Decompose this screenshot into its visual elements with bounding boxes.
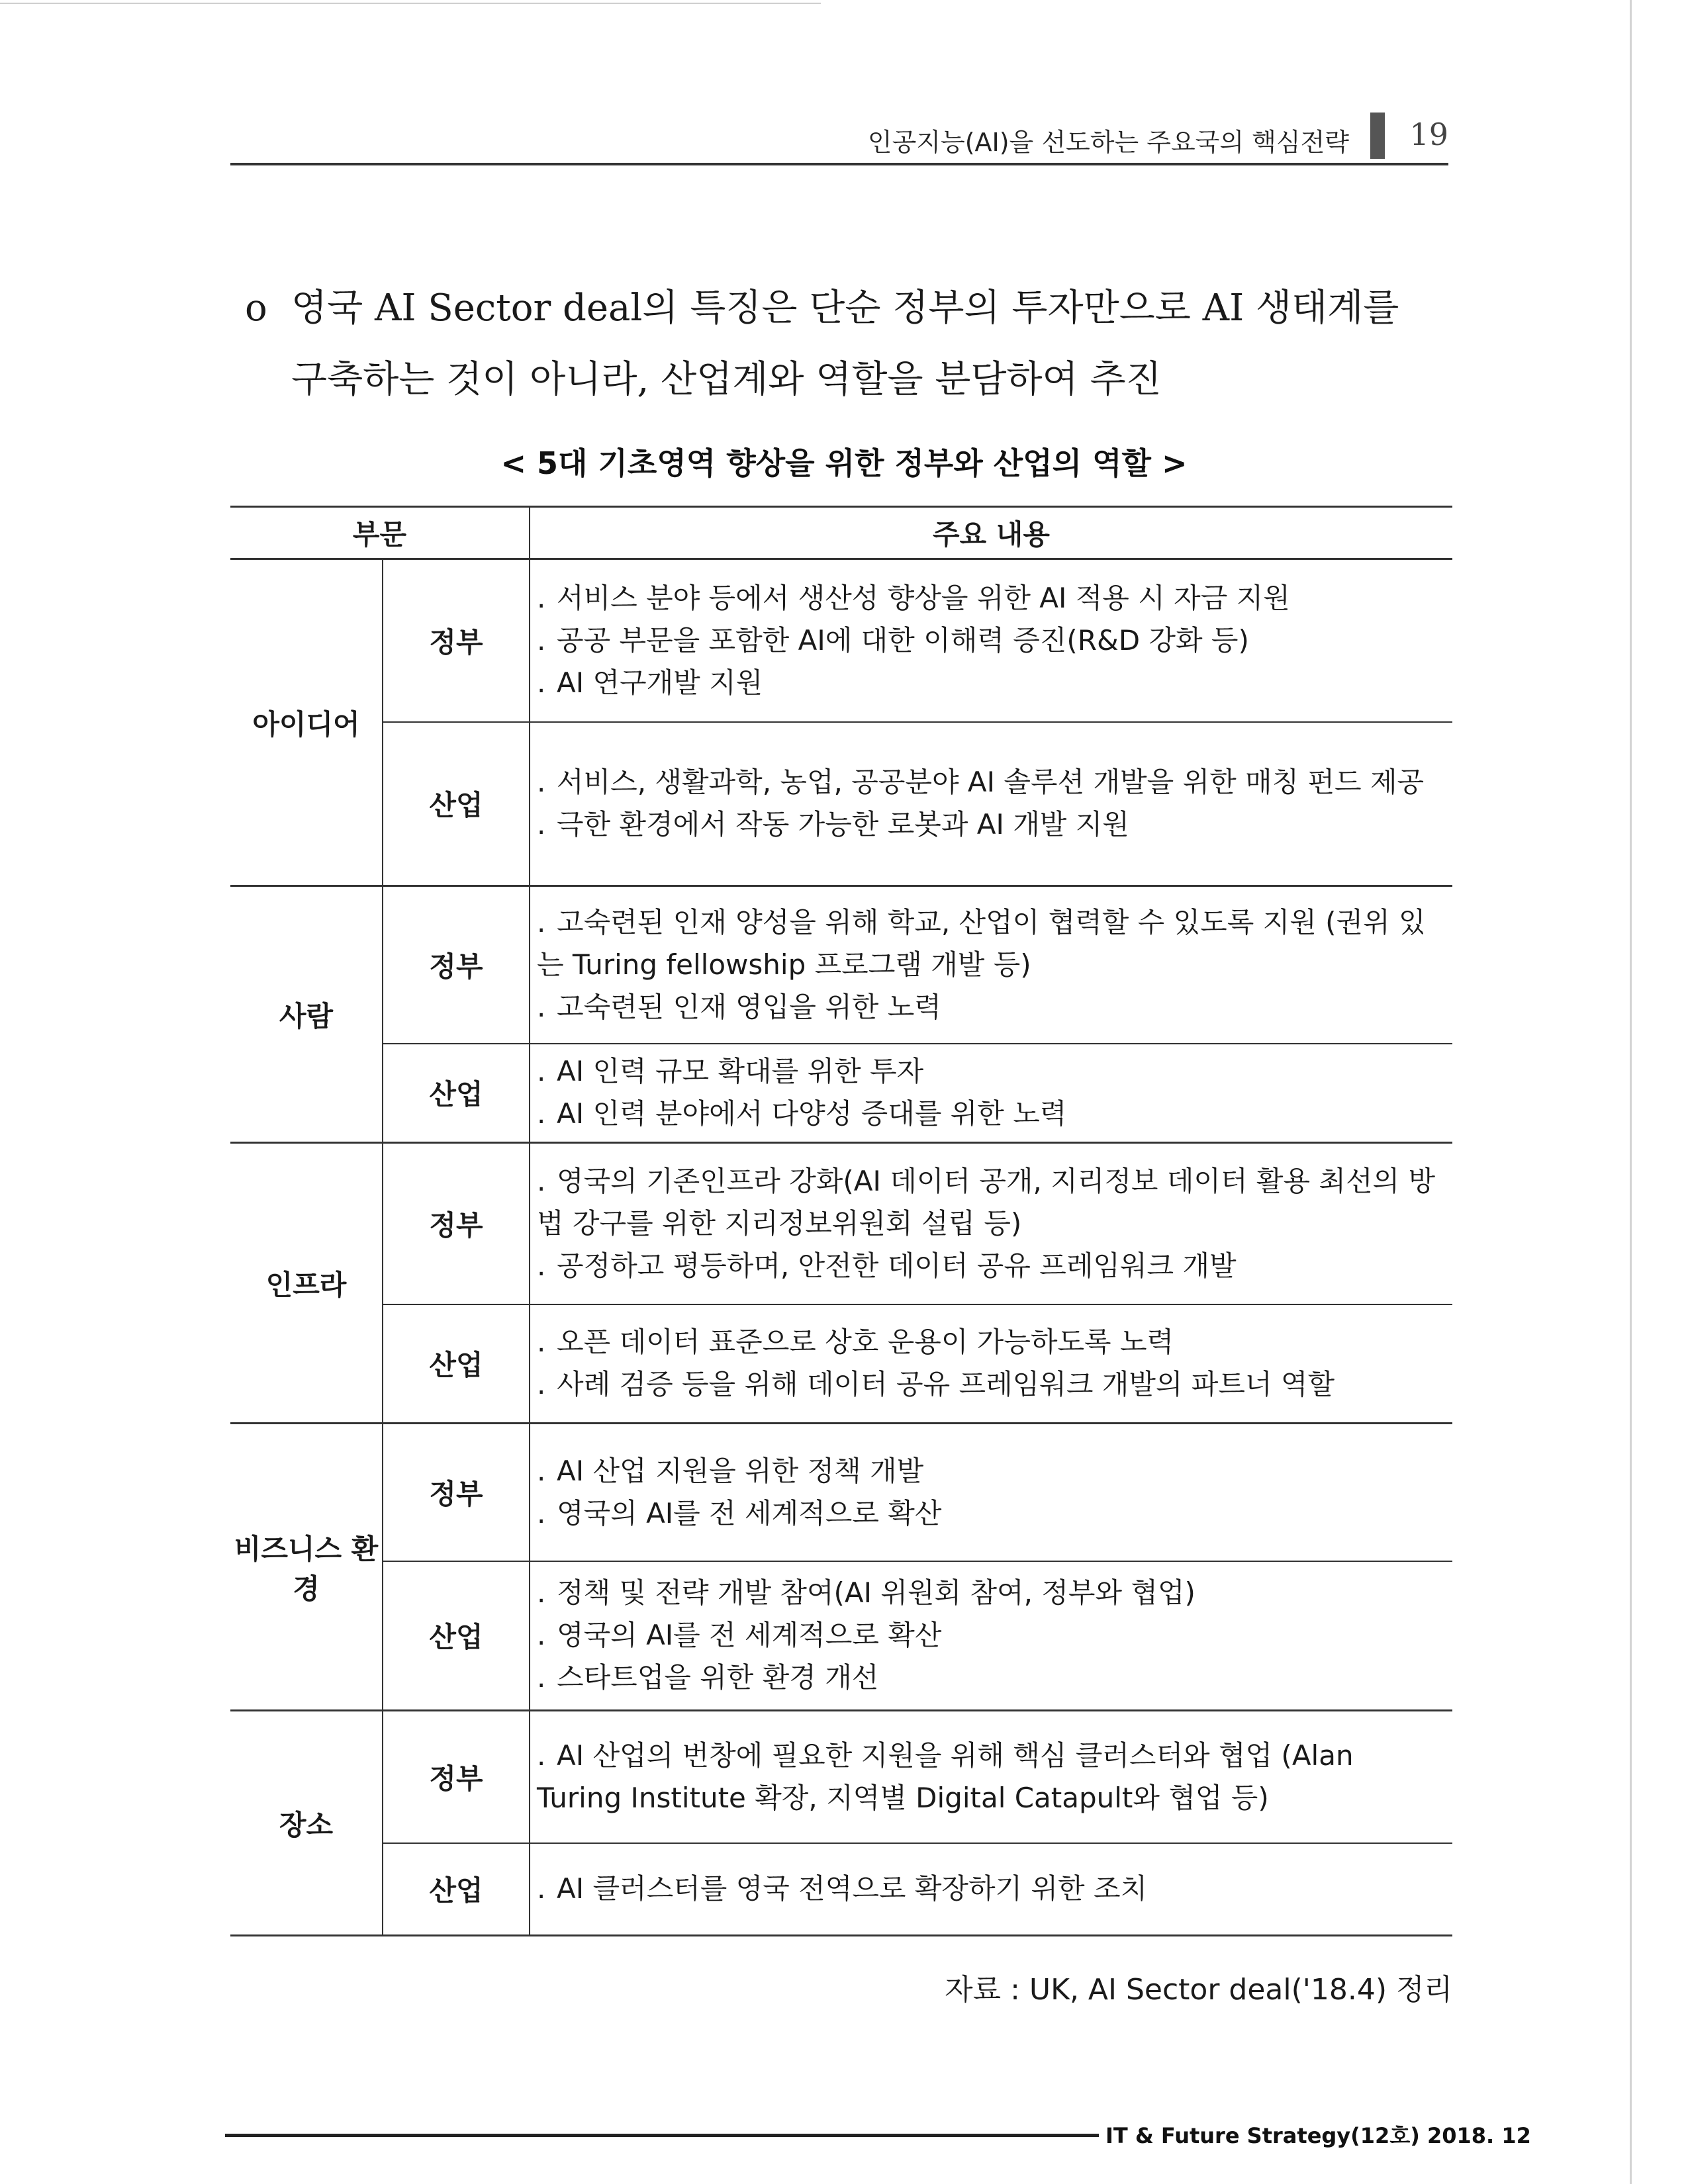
- content-cell: [530, 886, 1452, 1044]
- actor-cell: 정부: [383, 559, 530, 722]
- content-text: 고숙련된 인재 양성을 위해 학교, 산업이 협력할 수 있도록 지원 (권위 있는 Turing fellowship 프로그램 개발 등): [537, 905, 1426, 981]
- content-line: [537, 1321, 1438, 1363]
- list-dot: .: [537, 766, 546, 799]
- content-text: 서비스 분야 등에서 생산성 향상을 위한 AI 적용 시 자금 지원: [557, 581, 1290, 614]
- content-line: [537, 1492, 1438, 1535]
- category-cell: 아이디어: [230, 559, 383, 886]
- actor-cell: 정부: [383, 1143, 530, 1304]
- content-cell: [530, 1424, 1452, 1561]
- actor-cell: 산업: [383, 1304, 530, 1424]
- content-text: AI 산업 지원을 위한 정책 개발: [557, 1454, 924, 1487]
- content-text: AI 인력 분야에서 다양성 증대를 위한 노력: [557, 1097, 1067, 1130]
- roles-table: [230, 506, 1452, 1936]
- header-content: 주요 내용: [530, 507, 1452, 559]
- source-note: 자료 : UK, AI Sector deal('18.4) 정리: [945, 1973, 1452, 2007]
- actor-cell: 정부: [383, 1424, 530, 1561]
- page-number: 19: [1409, 116, 1448, 152]
- content-text: 공공 부문을 포함한 AI에 대한 이해력 증진(R&D 강화 등): [557, 623, 1249, 657]
- content-text: 영국의 AI를 전 세계적으로 확산: [557, 1619, 942, 1652]
- content-text: 사례 검증 등을 위해 데이터 공유 프레임워크 개발의 파트너 역할: [557, 1368, 1335, 1401]
- content-line: [537, 1657, 1438, 1699]
- list-dot: .: [537, 666, 546, 699]
- table-header-row: [230, 507, 1452, 559]
- content-cell: [530, 1561, 1452, 1711]
- table-row: [230, 1424, 1452, 1561]
- content-line: [537, 577, 1438, 619]
- content-text: 영국의 기존인프라 강화(AI 데이터 공개, 지리정보 데이터 활용 최선의 방법 강구를 위한 지리정보위원회 설립 등): [537, 1164, 1436, 1240]
- content-cell: [530, 559, 1452, 722]
- intro-paragraph: [245, 273, 1456, 416]
- header-marker-bar: [1370, 113, 1385, 159]
- table-row: [230, 1044, 1452, 1143]
- list-dot: .: [537, 581, 546, 614]
- footer-rule: [225, 2134, 1099, 2137]
- content-text: 오픈 데이터 표준으로 상호 운용이 가능하도록 노력: [557, 1326, 1174, 1359]
- content-text: 공정하고 평등하며, 안전한 데이터 공유 프레임워크 개발: [557, 1249, 1237, 1282]
- list-dot: .: [537, 1872, 546, 1905]
- list-dot: .: [537, 1619, 546, 1652]
- actor-cell: 정부: [383, 886, 530, 1044]
- category-cell: 장소: [230, 1711, 383, 1936]
- list-dot: .: [537, 1739, 546, 1772]
- header-rule: [230, 163, 1448, 165]
- content-line: [537, 986, 1438, 1028]
- list-dot: .: [537, 1055, 546, 1088]
- actor-cell: 산업: [383, 1044, 530, 1143]
- content-cell: [530, 1711, 1452, 1843]
- content-text: 서비스, 생활과학, 농업, 공공분야 AI 솔루션 개발을 위한 매칭 펀드 제공: [557, 766, 1425, 799]
- list-dot: .: [537, 1454, 546, 1487]
- header-category: 부문: [230, 507, 530, 559]
- content-text: 스타트업을 위한 환경 개선: [557, 1661, 879, 1694]
- content-line: [537, 1050, 1438, 1093]
- content-cell: [530, 1843, 1452, 1936]
- content-line: [537, 901, 1438, 986]
- list-dot: .: [537, 808, 546, 841]
- list-dot: .: [537, 1164, 546, 1197]
- content-cell: [530, 722, 1452, 886]
- content-cell: [530, 1304, 1452, 1424]
- content-line: [537, 1614, 1438, 1657]
- list-dot: .: [537, 1368, 546, 1401]
- category-cell: 인프라: [230, 1143, 383, 1424]
- table-caption: < 5대 기초영역 향상을 위한 정부와 산업의 역할 >: [500, 445, 1188, 481]
- list-dot: .: [537, 623, 546, 657]
- actor-cell: 정부: [383, 1711, 530, 1843]
- list-dot: .: [537, 1097, 546, 1130]
- table-row: [230, 886, 1452, 1044]
- scan-edge-right: [1630, 0, 1632, 2184]
- content-line: [537, 1245, 1438, 1287]
- list-dot: .: [537, 1576, 546, 1610]
- content-text: AI 클러스터를 영국 전역으로 확장하기 위한 조치: [557, 1872, 1148, 1905]
- content-line: [537, 1093, 1438, 1135]
- content-text: 정책 및 전략 개발 참여(AI 위원회 참여, 정부와 협업): [557, 1576, 1196, 1610]
- table-row: [230, 1843, 1452, 1936]
- running-header-title: 인공지능(AI)을 선도하는 주요국의 핵심전략: [867, 128, 1349, 157]
- running-header: [232, 113, 1450, 165]
- content-line: [537, 761, 1438, 803]
- table-row: [230, 1304, 1452, 1424]
- table-row: [230, 1711, 1452, 1843]
- table-row: [230, 559, 1452, 722]
- list-dot: .: [537, 905, 546, 938]
- content-line: [537, 1160, 1438, 1245]
- intro-line-2: 구축하는 것이 아니라, 산업계와 역할을 분담하여 추진: [291, 358, 1162, 401]
- intro-bullet: o: [245, 287, 267, 330]
- list-dot: .: [537, 1326, 546, 1359]
- content-text: AI 연구개발 지원: [557, 666, 763, 699]
- content-text: 극한 환경에서 작동 가능한 로봇과 AI 개발 지원: [557, 808, 1129, 841]
- content-text: 고숙련된 인재 영입을 위한 노력: [557, 990, 941, 1023]
- content-cell: [530, 1044, 1452, 1143]
- content-line: [537, 803, 1438, 846]
- actor-cell: 산업: [383, 1843, 530, 1936]
- list-dot: .: [537, 1496, 546, 1529]
- list-dot: .: [537, 1661, 546, 1694]
- content-line: [537, 1868, 1438, 1910]
- table-body: [230, 559, 1452, 1936]
- table-row: [230, 1561, 1452, 1711]
- list-dot: .: [537, 1249, 546, 1282]
- content-text: 영국의 AI를 전 세계적으로 확산: [557, 1496, 942, 1529]
- footer-text: IT & Future Strategy(12호) 2018. 12: [1105, 2123, 1531, 2148]
- category-cell: 비즈니스 환경: [230, 1424, 383, 1711]
- content-cell: [530, 1143, 1452, 1304]
- content-line: [537, 1363, 1438, 1406]
- content-text: AI 산업의 번창에 필요한 지원을 위해 핵심 클러스터와 협업 (Alan Turing Institute 확장, 지역별 Digital Catapult와 협업 등): [537, 1739, 1354, 1814]
- table-row: [230, 722, 1452, 886]
- content-line: [537, 1735, 1438, 1819]
- category-cell: 사람: [230, 886, 383, 1143]
- content-line: [537, 619, 1438, 662]
- content-text: AI 인력 규모 확대를 위한 투자: [557, 1055, 924, 1088]
- scan-edge-top: [0, 3, 821, 4]
- actor-cell: 산업: [383, 1561, 530, 1711]
- table-row: [230, 1143, 1452, 1304]
- intro-line-1: 영국 AI Sector deal의 특징은 단순 정부의 투자만으로 AI 생태계를: [291, 287, 1399, 330]
- content-line: [537, 1450, 1438, 1492]
- actor-cell: 산업: [383, 722, 530, 886]
- list-dot: .: [537, 990, 546, 1023]
- content-line: [537, 662, 1438, 704]
- content-line: [537, 1572, 1438, 1614]
